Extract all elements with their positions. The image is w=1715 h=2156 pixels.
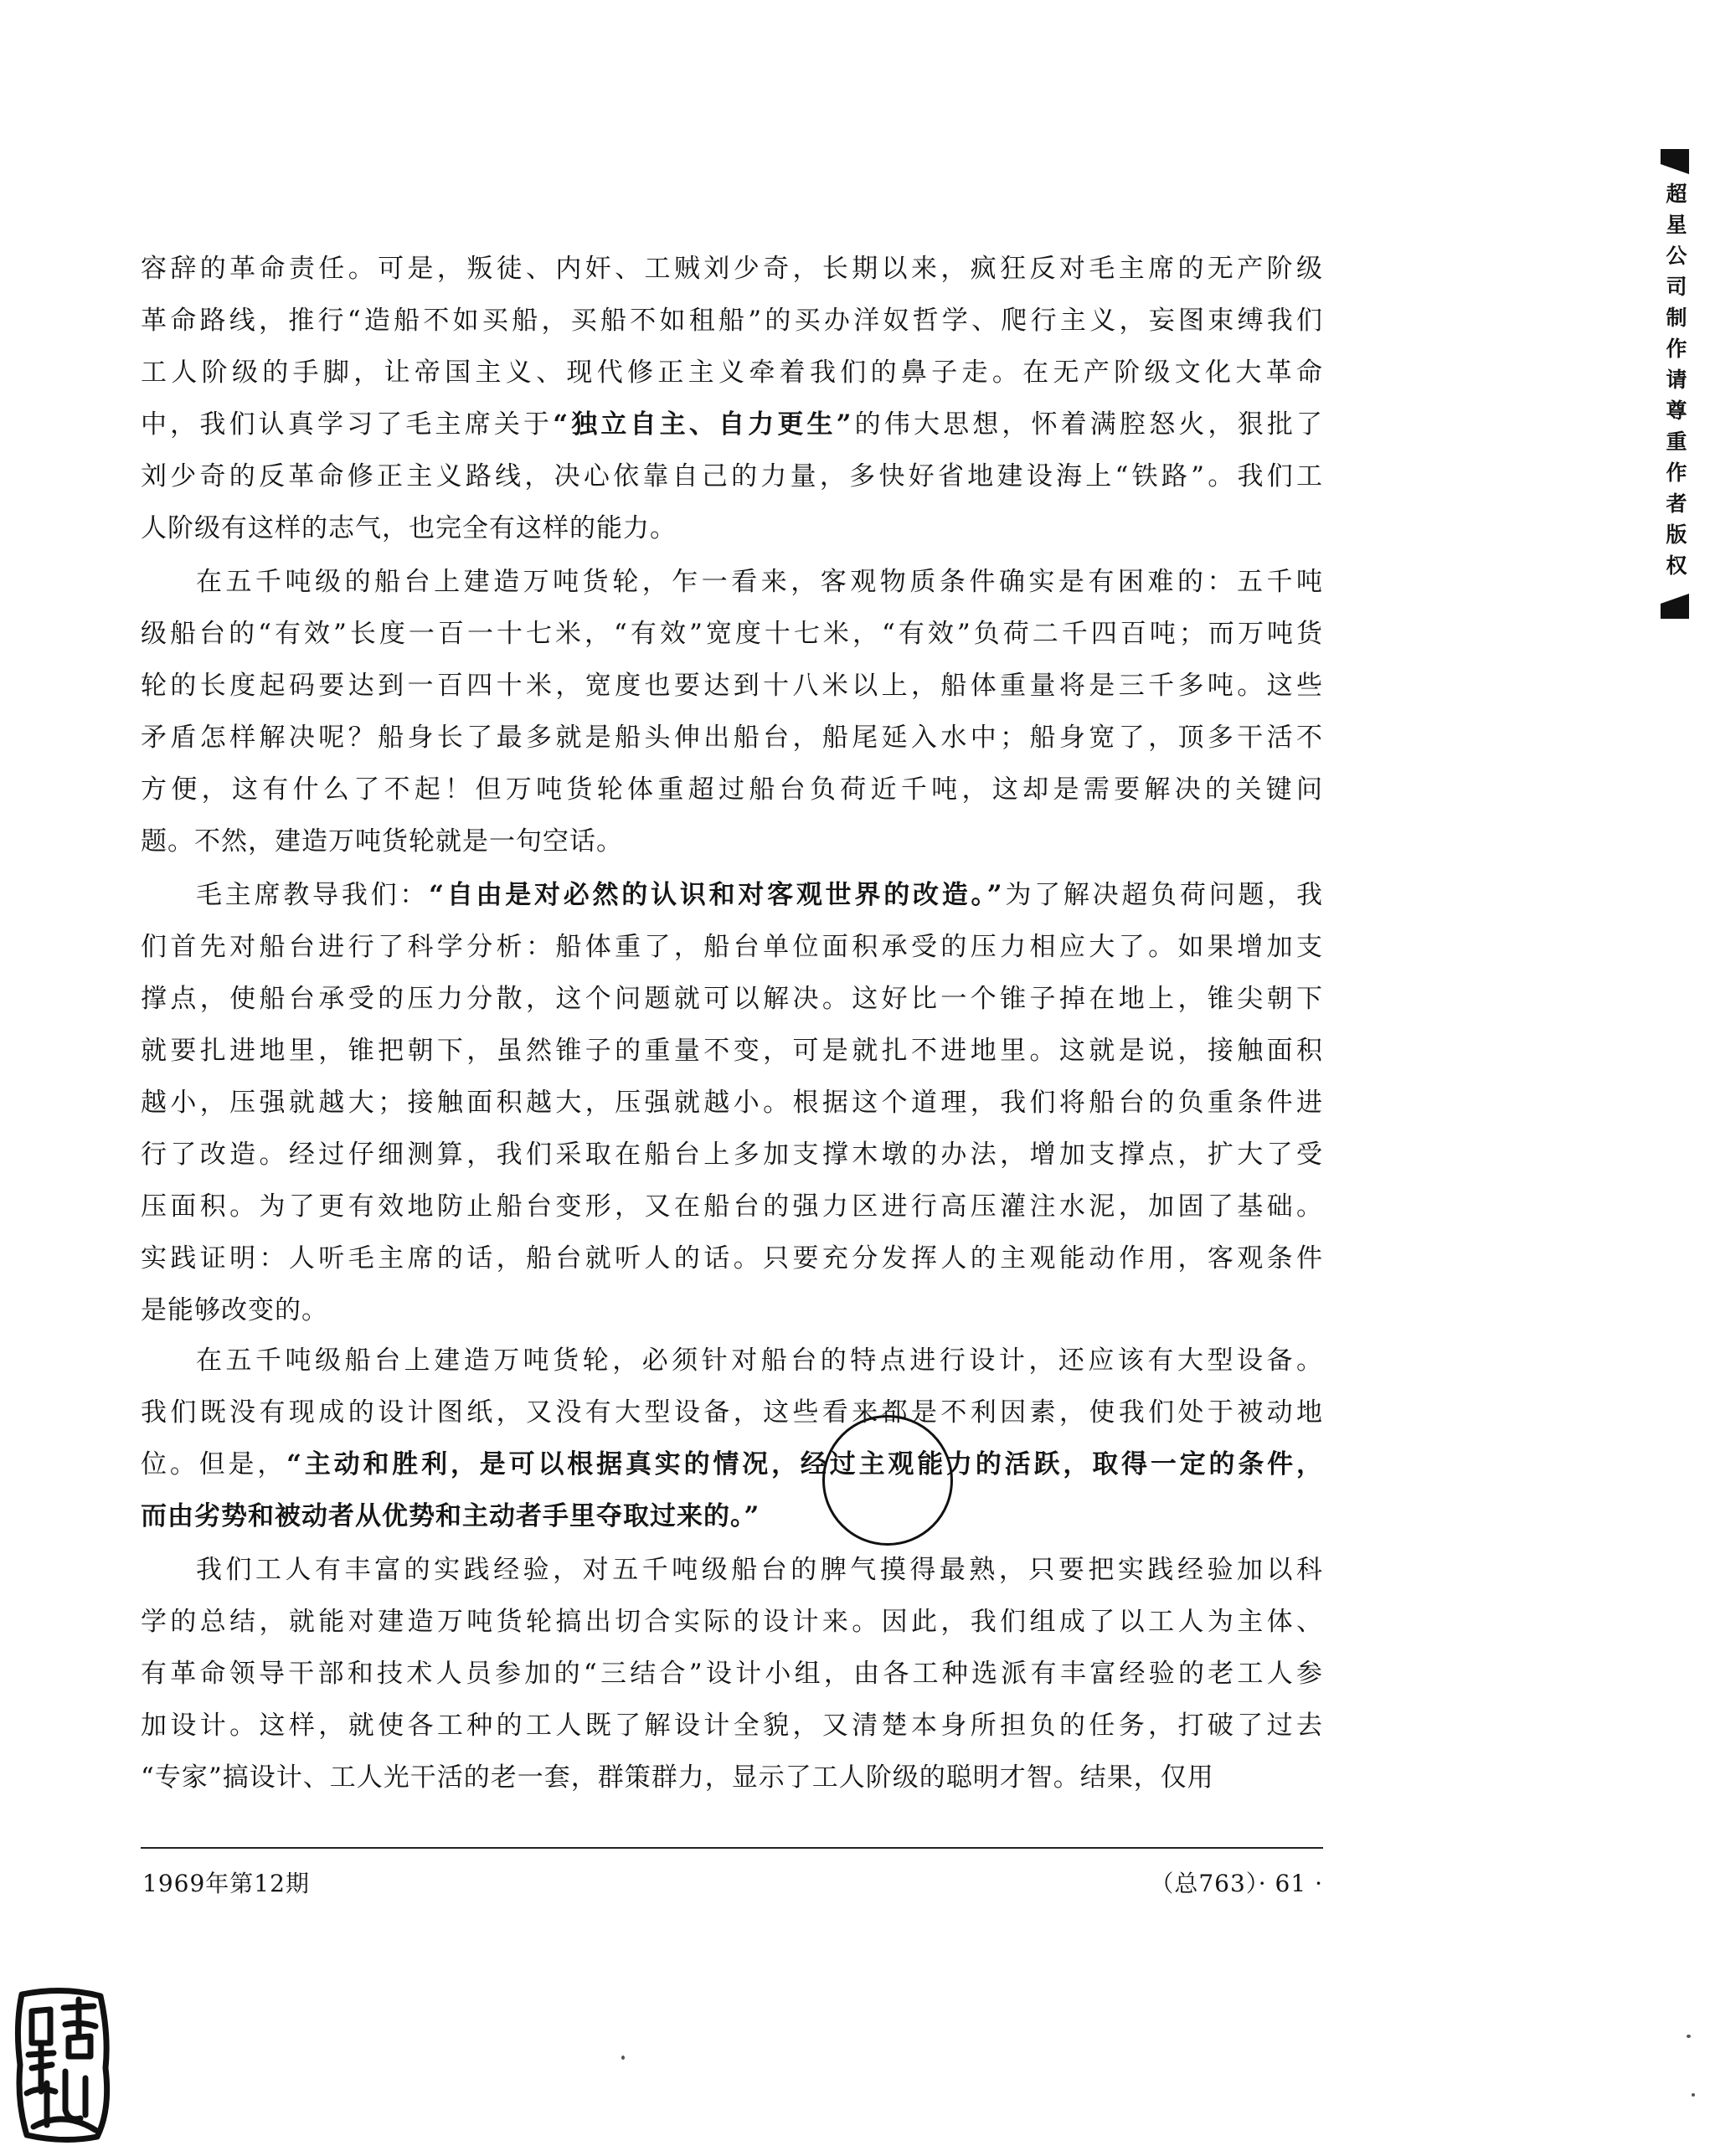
text-line: 轮的长度起码要达到一百四十米，宽度也要达到十八米以上，船体重量将是三千多吨。这些 [141,671,1323,701]
page-footer [141,1847,1323,1897]
text-line: “专家”搞设计、工人光干活的老一套，群策群力，显示了工人阶级的聪明才智。结果，仅用 [141,1762,1214,1793]
text-line [141,1490,1323,1542]
text-line: 实践证明：人听毛主席的话，船台就听人的话。只要充分发挥人的主观能动作用，客观条件 [141,1243,1323,1274]
footer-rule [141,1847,1323,1849]
text-line: 人阶级有这样的志气，也完全有这样的能力。 [141,513,677,543]
text-segment: 的伟大思想，怀着满腔怒火，狠批了 [852,409,1323,440]
text-line: 矛盾怎样解决呢？船身长了最多就是船头伸出船台，船尾延入水中；船身宽了，顶多干活不 [141,723,1323,753]
copyright-bar-bottom [1661,594,1689,619]
text-line [141,1438,1323,1490]
text-line: 刘少奇的反革命修正主义路线，决心依靠自己的力量，多快好省地建设海上“铁路”。我们工 [141,461,1323,491]
text-line: 在五千吨级船台上建造万吨货轮，必须针对船台的特点进行设计，还应该有大型设备。 [196,1346,1323,1376]
text-line: 压面积。为了更有效地防止船台变形，又在船台的强力区进行高压灌注水泥，加固了基础。 [141,1191,1323,1222]
copyright-notice [1655,149,1695,619]
text-segment: 中，我们认真学习了毛主席关于 [141,409,554,440]
text-line: 容辞的革命责任。可是，叛徒、内奸、工贼刘少奇，长期以来，疯狂反对毛主席的无产阶级 [141,254,1323,284]
bold-quotation: “主动和胜利，是可以根据真实的情况，经过主观能力的活跃，取得一定的条件， [286,1449,1324,1479]
text-line: 方便，这有什么了不起！但万吨货轮体重超过船台负荷近千吨，这却是需要解决的关键问 [141,774,1323,805]
text-line: 在五千吨级的船台上建造万吨货轮，乍一看来，客观物质条件确实是有困难的：五千吨 [196,567,1323,597]
text-line: 工人阶级的手脚，让帝国主义、现代修正主义牵着我们的鼻子走。在无产阶级文化大革命 [141,358,1323,388]
seal-stamp [13,1984,112,2143]
text-line: 们首先对船台进行了科学分析：船体重了，船台单位面积承受的压力相应大了。如果增加支 [141,932,1323,962]
text-line: 有革命领导干部和技术人员参加的“三结合”设计小组，由各工种选派有丰富经验的老工人参 [141,1659,1323,1689]
page-number: （总763）· 61 · [1150,1870,1323,1897]
paragraph [141,556,1323,867]
paragraph [141,243,1323,554]
text-line: 越小，压强就越大；接触面积越大，压强就越小。根据这个道理，我们将船台的负重条件进 [141,1088,1323,1118]
text-line: 革命路线，推行“造船不如买船，买船不如租船”的买办洋奴哲学、爬行主义，妄图束缚我们 [141,306,1323,336]
copyright-text: 超星公司制作请尊重作者版权 [1663,183,1687,585]
paragraph [141,1544,1323,1804]
text-line [141,399,1323,450]
text-line: 题。不然，建造万吨货轮就是一句空话。 [141,826,623,857]
text-line: 是能够改变的。 [141,1295,328,1325]
text-segment: 位。但是， [141,1449,287,1479]
scan-speck [1692,2093,1695,2097]
text-segment: 毛主席教导我们： [196,880,430,910]
text-line: 加设计。这样，就使各工种的工人既了解设计全貌，又清楚本身所担负的任务，打破了过去 [141,1711,1323,1741]
bold-quotation: “自由是对必然的认识和对客观世界的改造。” [429,880,1003,910]
text-line: 我们工人有丰富的实践经验，对五千吨级船台的脾气摸得最熟，只要把实践经验加以科 [196,1555,1323,1585]
scan-speck [1687,2035,1691,2038]
paragraph [141,869,1323,1336]
text-line: 我们既没有现成的设计图纸，又没有大型设备，这些看来都是不利因素，使我们处于被动地 [141,1397,1323,1428]
text-line: 学的总结，就能对建造万吨货轮搞出切合实际的设计来。因此，我们组成了以工人为主体、 [141,1607,1323,1637]
text-line [141,869,1323,921]
issue-label: 1969年第12期 [142,1870,310,1897]
text-line: 撑点，使船台承受的压力分散，这个问题就可以解决。这好比一个锥子掉在地上，锥尖朝下 [141,984,1323,1014]
text-line: 就要扎进地里，锥把朝下，虽然锥子的重量不变，可是就扎不进地里。这就是说，接触面积 [141,1036,1323,1066]
bold-quotation: 而由劣势和被动者从优势和主动者手里夺取过来的。” [141,1501,760,1531]
text-line: 行了改造。经过仔细测算，我们采取在船台上多加支撑木墩的办法，增加支撑点，扩大了受 [141,1140,1323,1170]
text-segment: 为了解决超负荷问题，我 [1002,880,1324,910]
hand-drawn-circle-mark [822,1415,953,1546]
bold-quotation: “独立自主、自力更生” [553,409,852,440]
text-line: 级船台的“有效”长度一百一十七米，“有效”宽度十七米，“有效”负荷二千四百吨；而万吨货 [141,619,1323,649]
paragraph [141,1335,1323,1542]
scan-speck [621,2056,625,2060]
copyright-bar-top [1661,149,1689,174]
